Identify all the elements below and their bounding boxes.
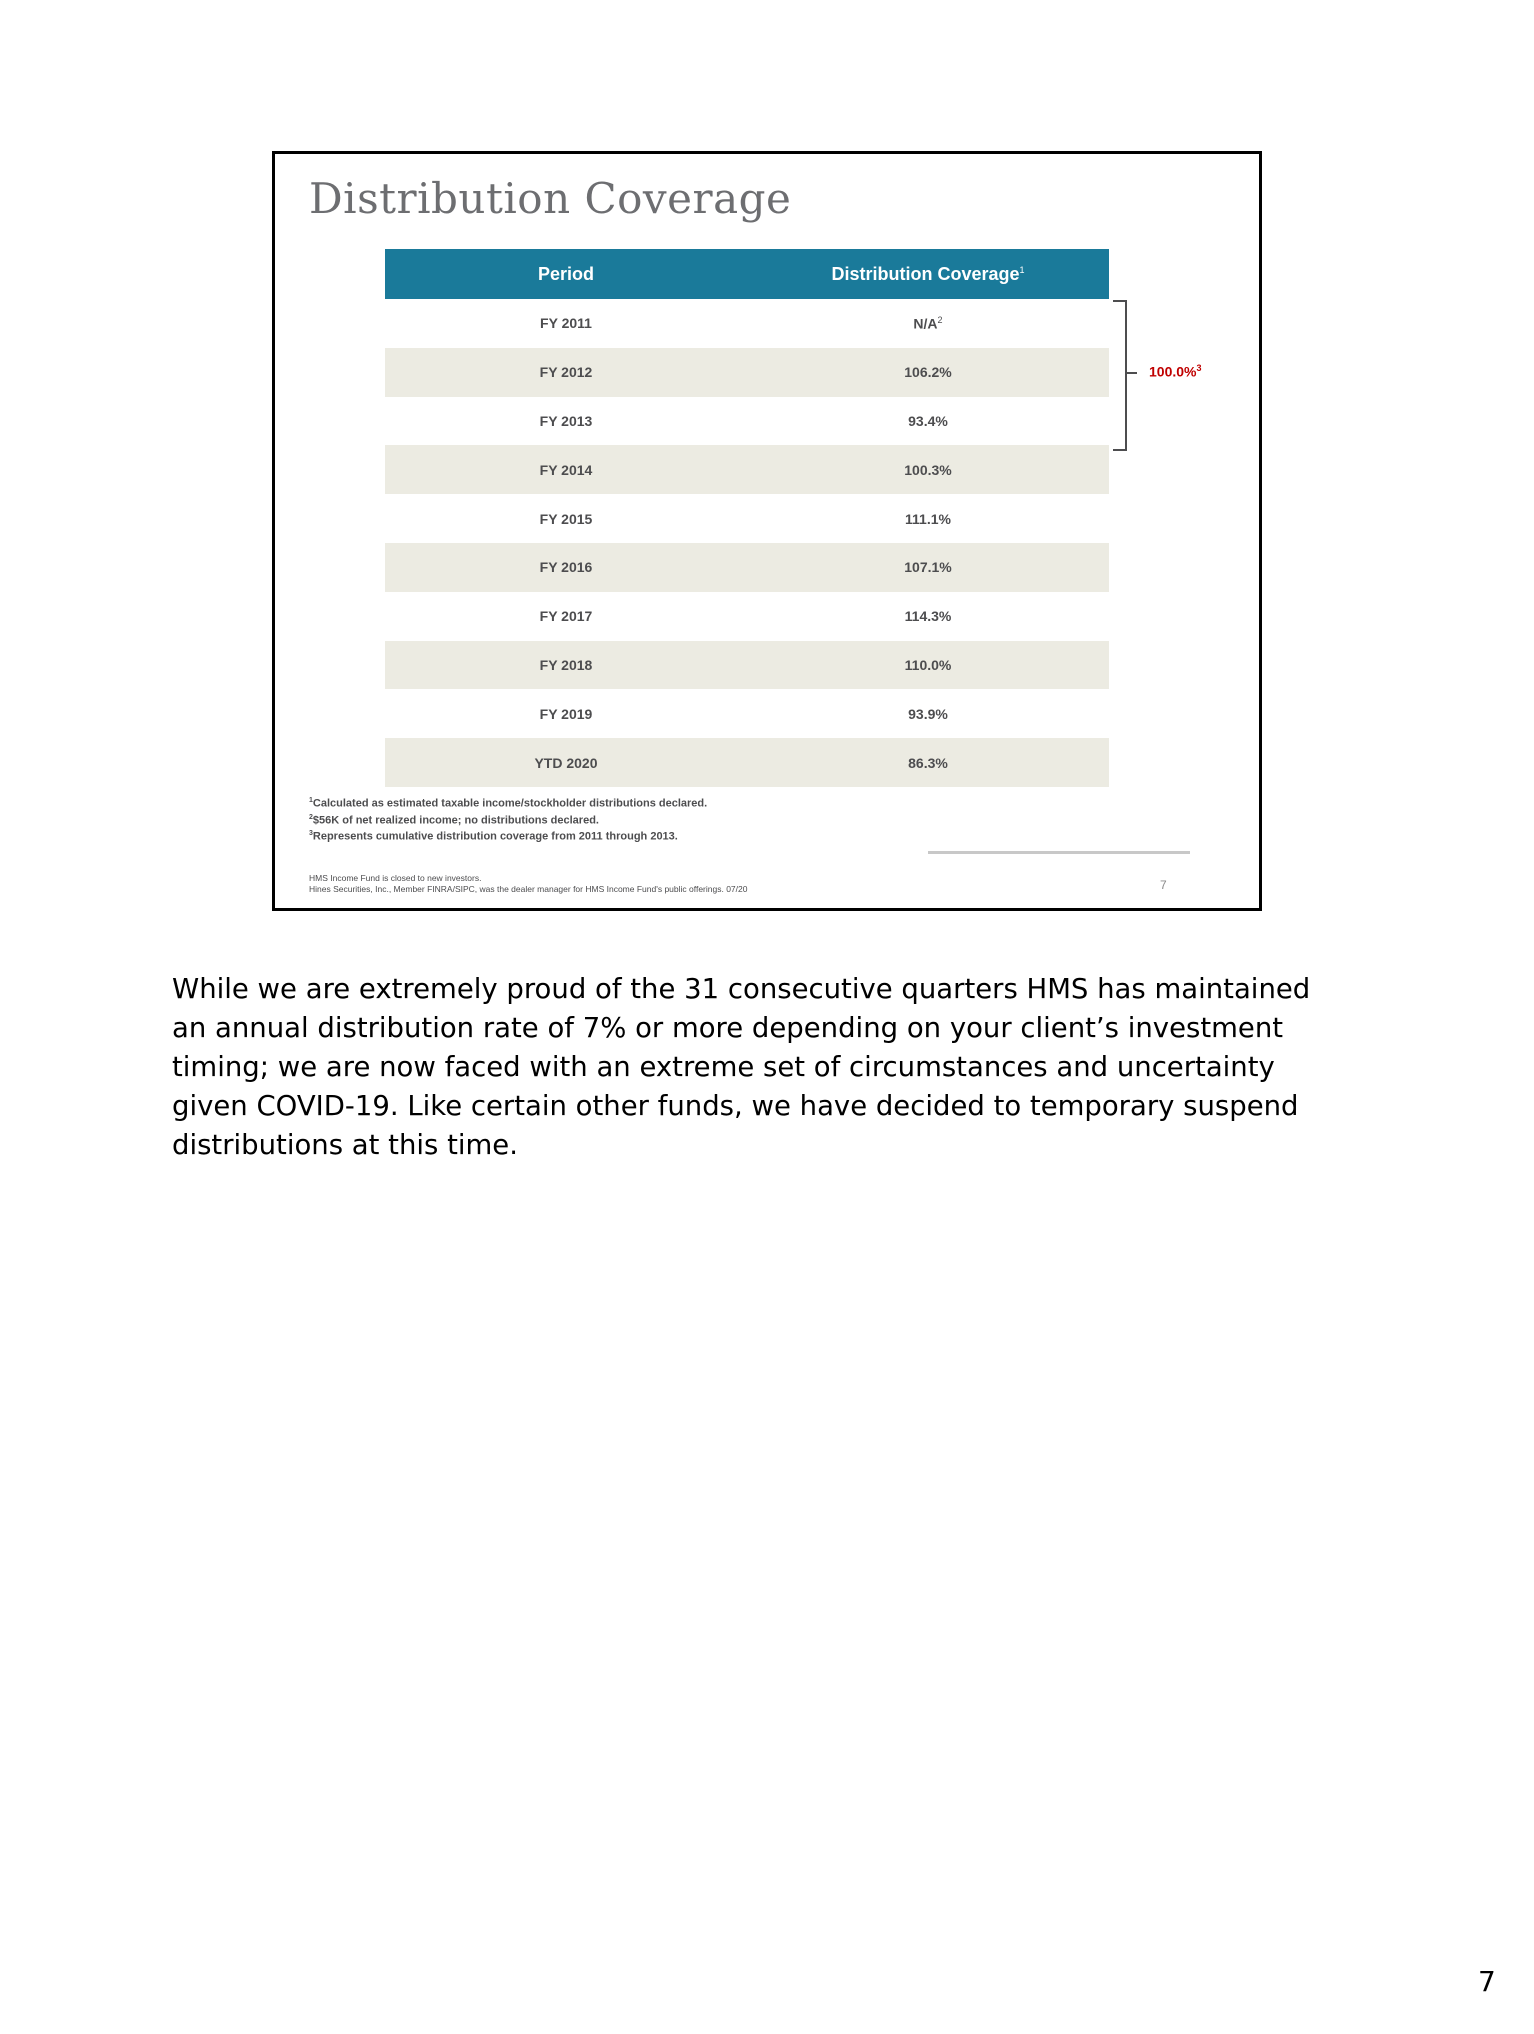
coverage-cell: 86.3% <box>747 738 1109 787</box>
table-row <box>385 348 1109 397</box>
period-cell: FY 2014 <box>385 445 747 494</box>
coverage-cell: 100.3% <box>747 445 1109 494</box>
period-cell: FY 2016 <box>385 543 747 592</box>
column-header-period: Period <box>385 249 747 299</box>
coverage-cell: $N/A^2$ <box>747 299 1109 348</box>
cumulative-bracket-tick <box>1127 372 1137 374</box>
cumulative-bracket <box>1113 300 1127 451</box>
slide-number: 7 <box>1160 878 1167 892</box>
slide-title: Distribution Coverage <box>309 174 792 223</box>
body-paragraph: While we are extremely proud of the 31 consecutive quarters HMS has maintained an annual distribution rate of 7% or more depending on your client’s investment timing; we are now faced with an extreme set of circumstances and uncertainty given COVID-19. Like certain other funds, we have decided to temporary suspend distributions at this time. <box>172 973 1311 1161</box>
coverage-cell: 114.3% <box>747 592 1109 641</box>
period-cell: FY 2012 <box>385 348 747 397</box>
disclaimer-line-1: HMS Income Fund is closed to new investors. <box>309 873 482 883</box>
table-row <box>385 592 1109 641</box>
table-row <box>385 738 1109 787</box>
table-row <box>385 543 1109 592</box>
disclaimer-line-2: Hines Securities, Inc., Member FINRA/SIPC, was the dealer manager for HMS Income Fund's public offerings. 07/20 <box>309 884 748 894</box>
table-header-row <box>385 249 1109 299</box>
period-cell: FY 2011 <box>385 299 747 348</box>
coverage-cell: 111.1% <box>747 494 1109 543</box>
table-row <box>385 641 1109 690</box>
footnote-2: $^2$\$56K of net realized income; no distributions declared. <box>309 813 599 827</box>
footnotes <box>309 794 707 844</box>
period-cell: YTD 2020 <box>385 738 747 787</box>
column-header-coverage: Distribution Coverage$^1$ <box>747 249 1109 299</box>
table-row <box>385 689 1109 738</box>
slide-frame <box>272 151 1262 911</box>
table-row <box>385 494 1109 543</box>
period-cell: FY 2013 <box>385 397 747 446</box>
period-cell: FY 2018 <box>385 641 747 690</box>
coverage-cell: 93.9% <box>747 689 1109 738</box>
period-cell: FY 2019 <box>385 689 747 738</box>
coverage-cell: 110.0% <box>747 641 1109 690</box>
table-row <box>385 299 1109 348</box>
coverage-cell: 107.1% <box>747 543 1109 592</box>
coverage-cell: 93.4% <box>747 397 1109 446</box>
table-body <box>385 299 1109 787</box>
coverage-cell: 106.2% <box>747 348 1109 397</box>
slide-divider <box>928 851 1190 854</box>
slide-disclaimer <box>309 873 747 895</box>
table-row <box>385 445 1109 494</box>
table-row <box>385 397 1109 446</box>
period-cell: FY 2015 <box>385 494 747 543</box>
footnote-3: $^3$Represents cumulative distribution coverage from 2011 through 2013. <box>309 830 678 843</box>
cumulative-coverage-value: 100.0%$^3$ <box>1149 363 1202 380</box>
footnote-1: $^1$Calculated as estimated taxable income/stockholder distributions declared. <box>309 797 708 810</box>
period-cell: FY 2017 <box>385 592 747 641</box>
page-number: 7 <box>1478 1965 1496 1998</box>
distribution-coverage-table <box>385 249 1109 787</box>
